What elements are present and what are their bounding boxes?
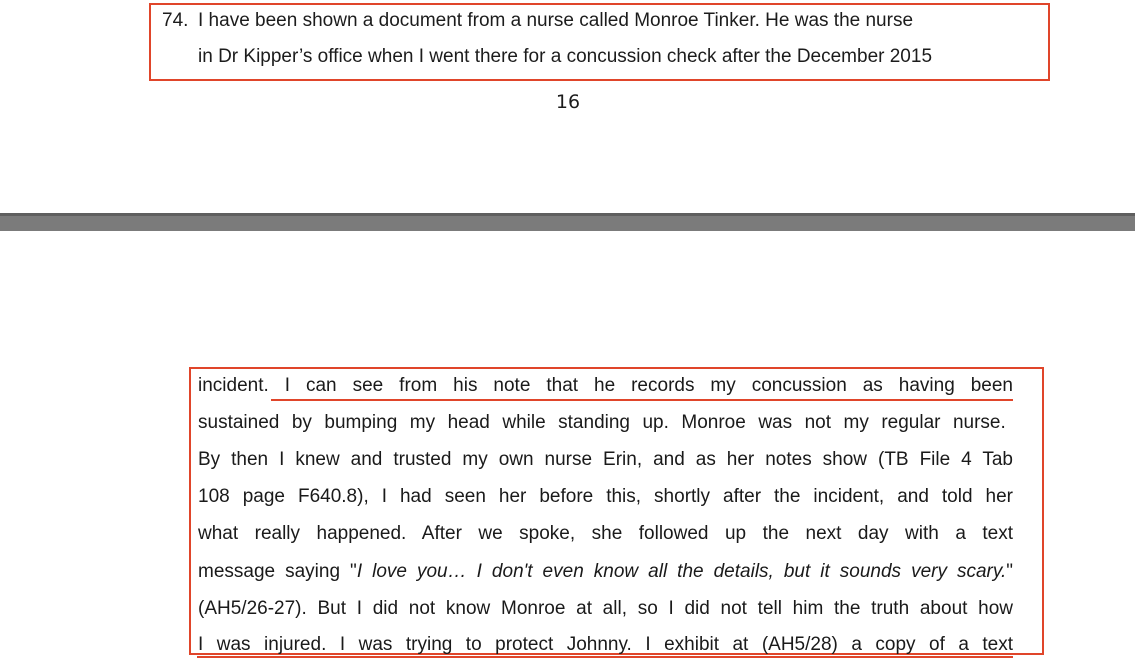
red-underline-mark xyxy=(271,399,1013,401)
continuation-line-2: sustained by bumping my head while standing up. Monroe was not my regular nurse. xyxy=(198,412,1006,433)
page-separator-shadow xyxy=(0,213,1135,216)
continuation-line-3: By then I knew and trusted my own nurse Erin, and as her notes show (TB File 4 Tab xyxy=(198,449,1013,470)
continuation-line-7: (AH5/26-27). But I did not know Monroe at all, so I did not tell him the truth about how xyxy=(198,598,1013,619)
continuation-line-6 xyxy=(198,560,1013,584)
paragraph-74-line-2: in Dr Kipper’s office when I went there for a concussion check after the December 2015 xyxy=(198,46,933,67)
paragraph-number: 74. xyxy=(162,10,189,31)
continuation-line-1-rest: . I can see from his note that he records my concussion as having been xyxy=(263,375,1013,396)
continuation-line-5: what really happened. After we spoke, she followed up the next day with a text xyxy=(198,523,1013,544)
quoted-text-message: I love you… I don't even know all the details, but it sounds very scary. xyxy=(356,561,1007,582)
continuation-word-incident: incident xyxy=(198,375,264,396)
continuation-line-1 xyxy=(198,374,1013,398)
paragraph-text: I have been shown a document from a nurse called Monroe Tinker. He was the nurse xyxy=(198,10,914,31)
paragraph-74-line-1 xyxy=(162,9,913,33)
continuation-line-8: I was injured. I was trying to protect Johnny. I exhibit at (AH5/28) a copy of a text xyxy=(198,634,1013,655)
continuation-line-4: 108 page F640.8), I had seen her before this, shortly after the incident, and told her xyxy=(198,486,1013,507)
page-number: 16 xyxy=(555,91,581,113)
quote-close: " xyxy=(1006,561,1013,582)
quote-open: message saying " xyxy=(198,561,357,582)
